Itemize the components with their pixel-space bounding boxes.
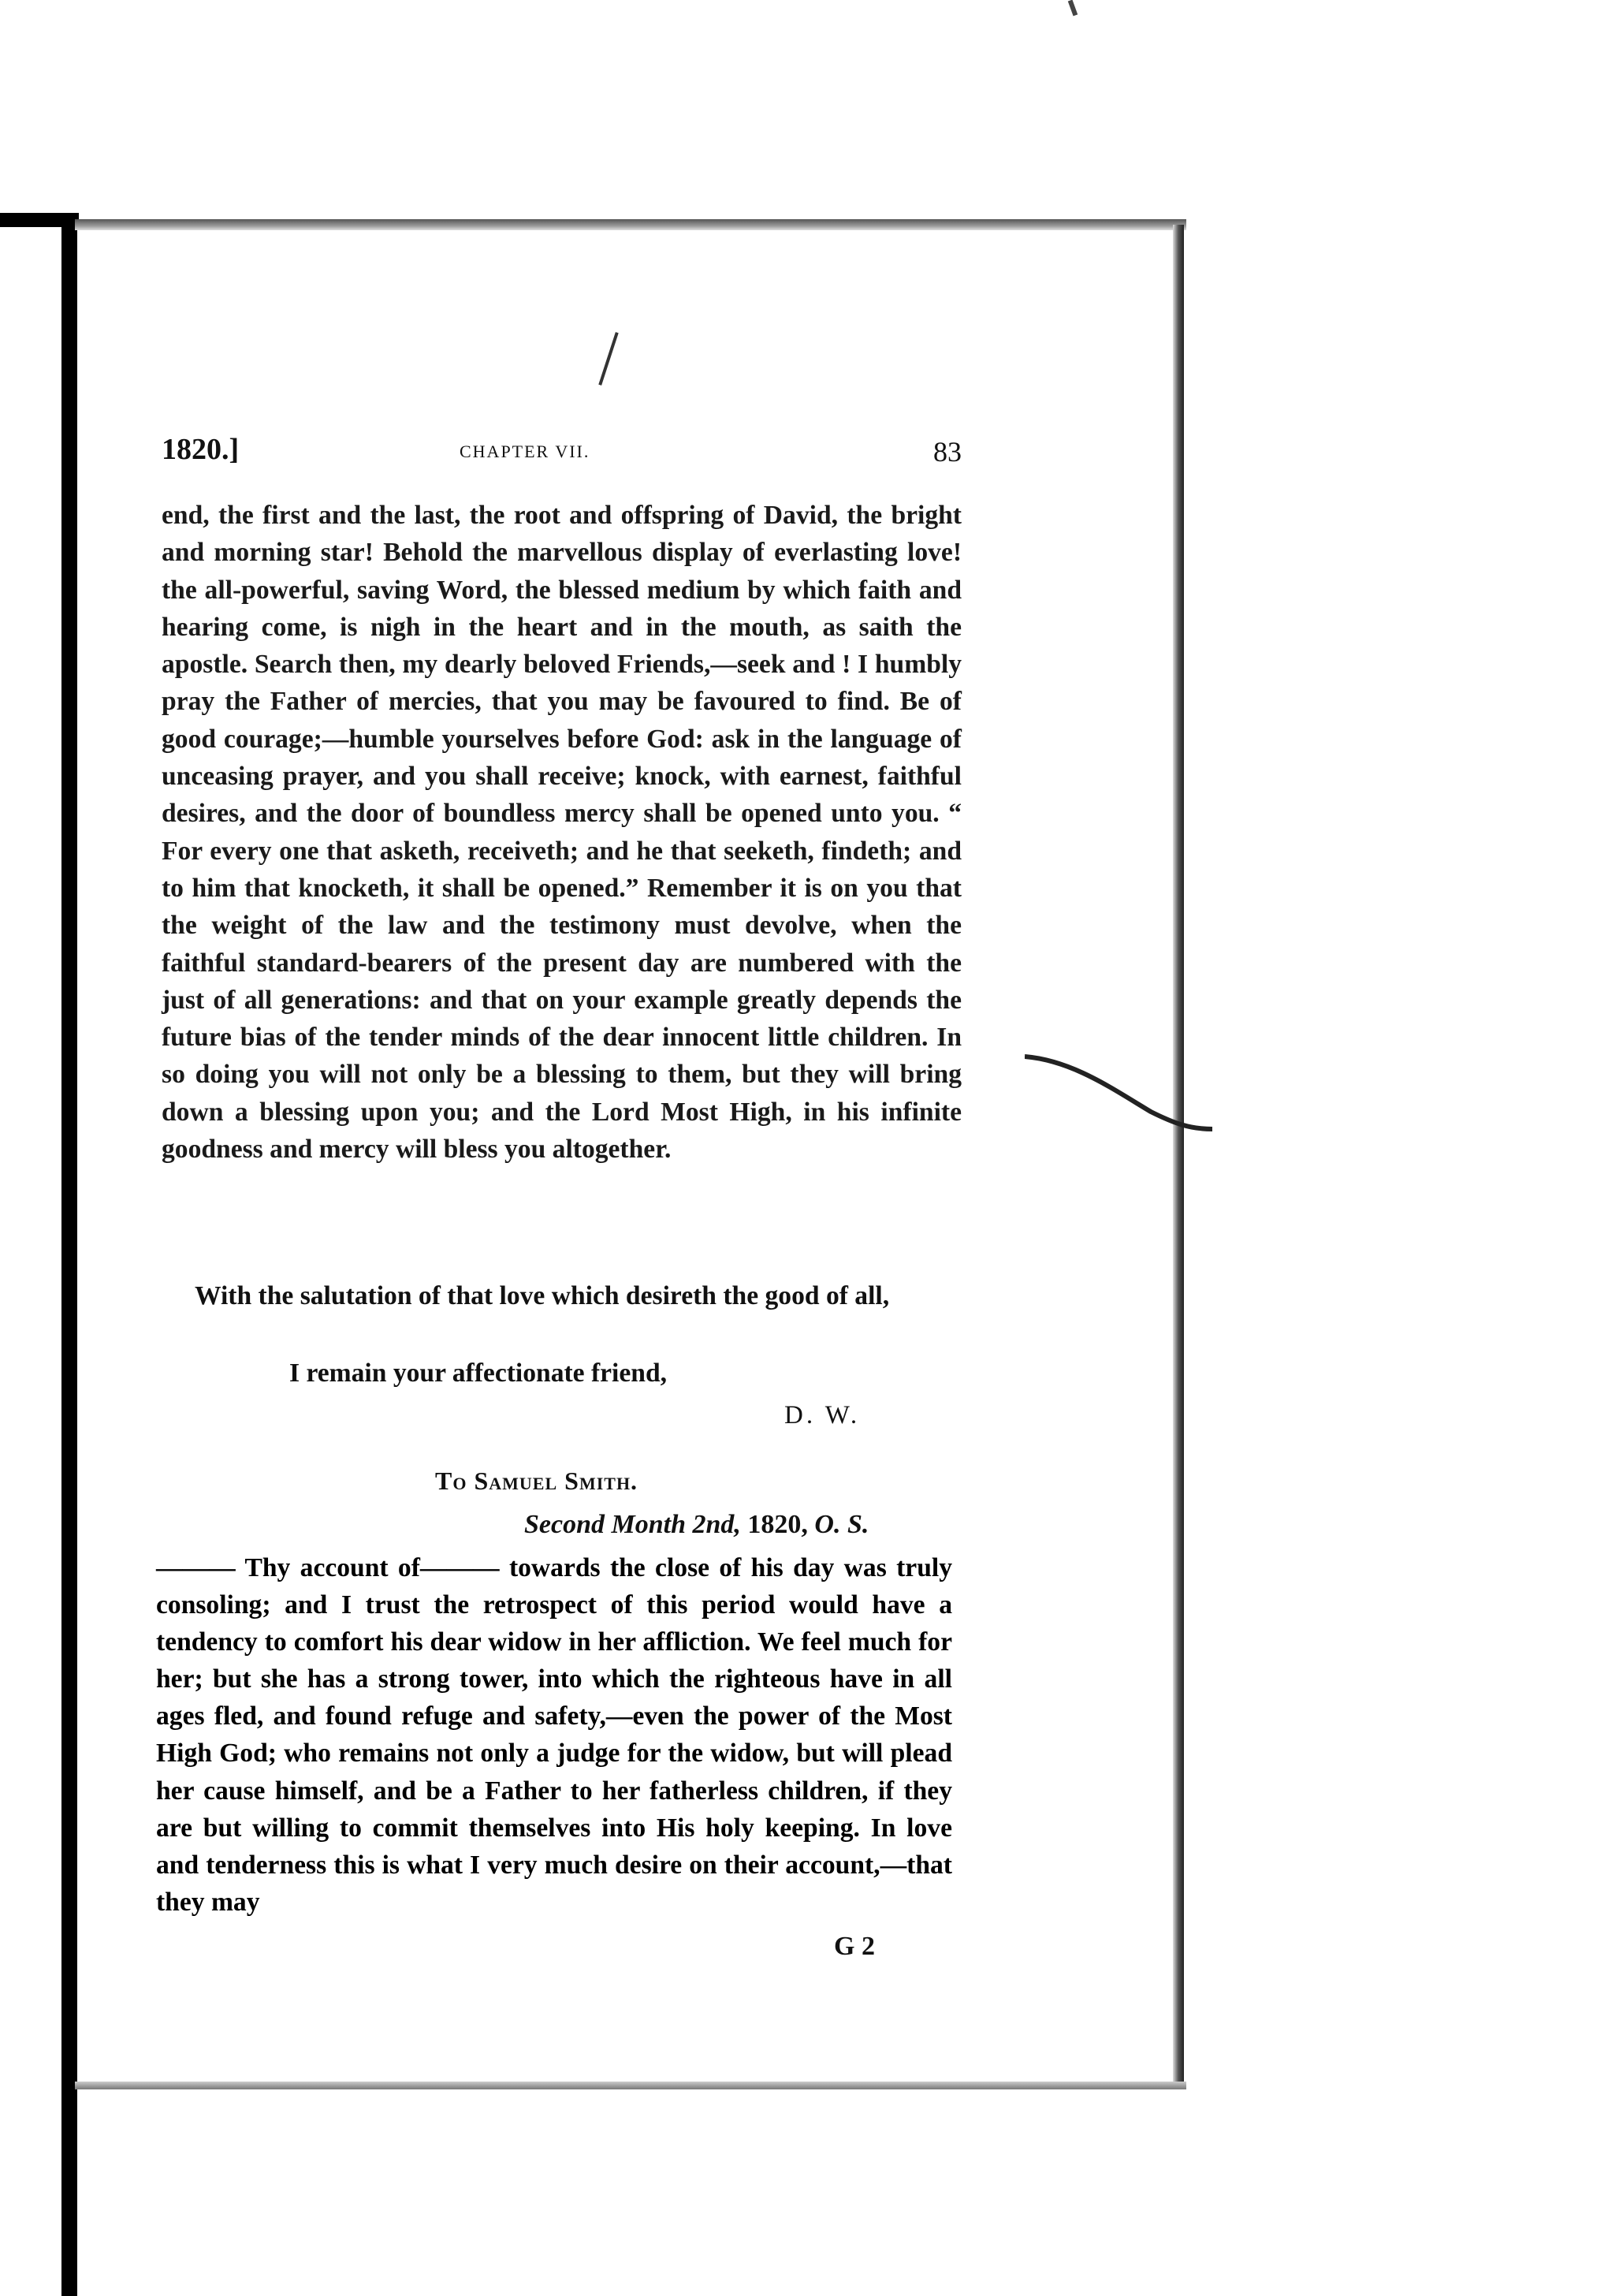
book-spine [61,219,77,2296]
header-chapter: CHAPTER VII. [460,442,590,461]
printer-signature-mark: G 2 [834,1932,875,1961]
closing-line: I remain your affectionate friend, [289,1359,668,1388]
date-year: 1820, [740,1510,815,1539]
page-top-edge [75,219,1186,230]
signature-initials: D. W. [784,1401,861,1429]
date-prefix: Second Month 2nd, [524,1510,741,1539]
scan-mark [1068,0,1078,16]
letter-date [524,1510,869,1540]
page-number: 83 [933,436,962,468]
margin-ink-mark [1025,1041,1214,1135]
running-header [162,432,962,479]
letter-body: ——— Thy account of——— towards the close of his day was truly consoling; and I trust the retrospect of this period would have a tendency to comfort his dear widow in her affliction. We feel much for her; but she has a strong tower, into which the righteous have in all ages fled, and found refuge and safety,—even the power of the Most High God; who remains not only a judge for the widow, but will plead her cause himself, and be a Father to her fatherless children, if they are but willing to commit themselves into His holy keeping. In love and tenderness this is what I very much desire on their account,—that they may [156,1553,952,1917]
salutation-line: With the salutation of that love which desireth the good of all, [195,1281,890,1310]
pencil-mark [598,332,618,386]
header-year: 1820.] [162,433,240,466]
date-suffix: O. S. [814,1510,869,1539]
letter-recipient: To Samuel Smith. [435,1467,638,1495]
page-bottom-edge [75,2082,1186,2089]
page-right-edge [1173,225,1184,2085]
body-paragraph: end, the first and the last, the root and offspring of David, the bright and morning star! Behold the marvellous display of everlasting love! the all-powerful, saving Word, the blessed medium by which faith and hearing come, is nigh in the heart and in the mouth, as saith the apostle. Search then, my dearly beloved Friends,—seek and ! I humbly pray the Father of mercies, that you may be favoured to find. Be of good courage;—humble yourselves before God: ask in the language of unceasing prayer, and you shall receive; knock, with earnest, faithful desires, and the door of boundless mercy shall be opened unto you. “ For every one that asketh, receiveth; and he that seeketh, findeth; and to him that knocketh, it shall be opened.” Remember it is on you that the weight of the law and the testimony must devolve, when the faithful standard-bearers of the present day are numbered with the just of all generations: and that on your example greatly depends the future bias of the tender minds of the dear innocent little children. In so doing you will not only be a blessing to them, but they will bring down a blessing upon you; and the Lord Most High, in his infinite goodness and mercy will bless you altogether. [162,501,962,1165]
